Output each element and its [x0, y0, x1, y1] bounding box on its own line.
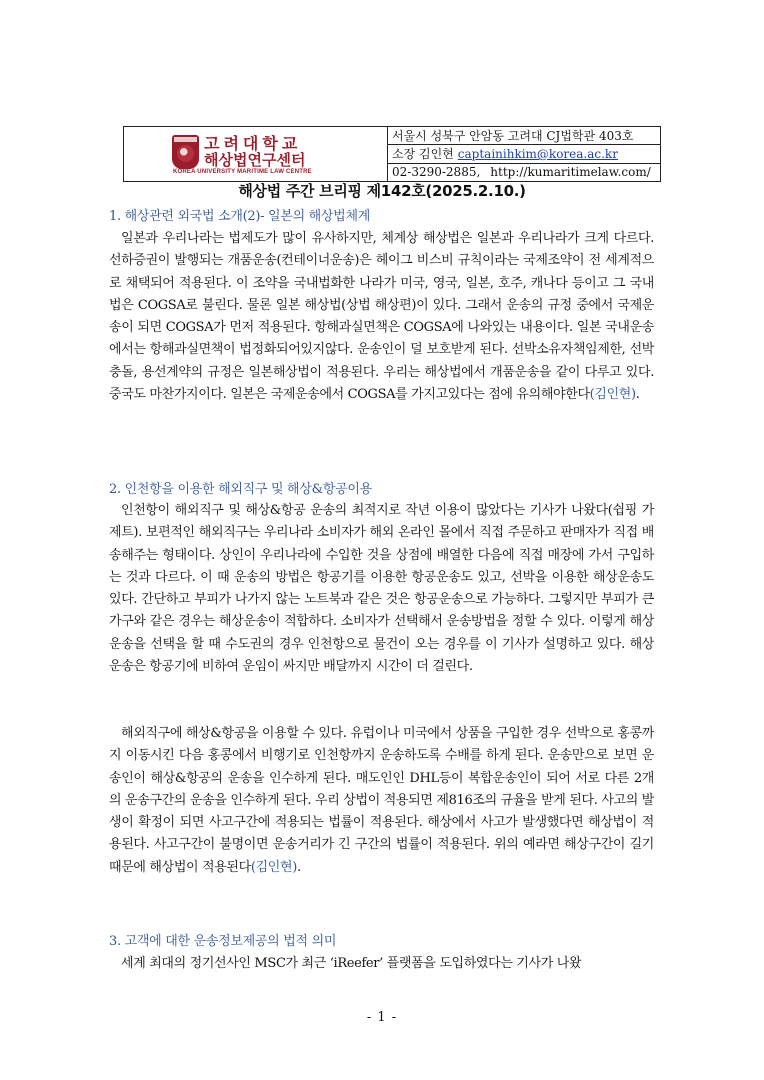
- paragraph-end: .: [296, 859, 301, 875]
- director-line: [388, 145, 660, 163]
- paragraph-text: 해외직구에 해상&항공을 이용할 수 있다. 유럽이나 미국에서 상품을 구입한 경우 선박으로 홍콩까지 이동시킨 다음 홍콩에서 비행기로 인천항까지 운송하도록 수배를 하게 된다. 운송만으로 보면 운송인이 해상&항공의 운송을 인수하게 된다. 매도인인 DHL등이 복합운송인이 되어 서로 다른 2개의 운송구간의 운송을 인수하게 된다. 우리 상법이 적용되면 제816조의 규율을 받게 된다. 사고의 발생이 확정이 되면 사고구간에 적용되는 법률이 적용된다. 해상에서 사고가 발생했다면 해상법이 적용된다. 사고구간이 불명이면 운송거리가 긴 구간의 법률이 적용된다. 위의 예라면 해상구간이 길기 때문에 해상법이 적용된다: [109, 726, 654, 875]
- section-1-heading: 1. 해상관련 외국법 소개(2)- 일본의 해상법체계: [109, 209, 370, 224]
- section-2-paragraph-2: [109, 723, 654, 879]
- contact-cell: [388, 127, 660, 181]
- section-3-paragraph: [109, 953, 654, 975]
- document-title: 해상법 주간 브리핑 제142호(2025.2.10.): [238, 182, 526, 200]
- header-table: [123, 126, 661, 182]
- section-3-heading: 3. 고객에 대한 운송정보제공의 법적 의미: [109, 934, 337, 949]
- paragraph-text: 세계 최대의 정기선사인 MSC가 최근 ‘iReefer’ 플랫폼을 도입하였다는 기사가 나왔: [121, 956, 582, 971]
- director-label: 소장 김인현: [392, 147, 454, 162]
- address-line: [388, 127, 660, 145]
- website-link[interactable]: http://kumaritimelaw.com/: [490, 165, 651, 180]
- paragraph-text: 일본과 우리나라는 법제도가 많이 유사하지만, 체계상 해상법은 일본과 우리나라가 크게 다르다. 선하증권이 발행되는 개품운송(컨테이너운송)은 헤이그 비스비 규칙이라는 국제조약이 전 세계적으로 채택되어 적용된다. 이 조약을 국내법화한 나라가 미국, 영국, 일본, 호주, 캐나다 등이고 그 국내법은 COGSA로 불린다. 물론 일본 해상법(상법 해상편)이 있다. 그래서 운송의 규정 중에서 국제운송이 되면 COGSA가 먼저 적용된다. 항해과실면책은 COGSA에 나와있는 내용이다. 일본 국내운송에서는 항해과실면책이 법정화되어있지않다. 운송인이 덜 보호받게 된다. 선박소유자책임제한, 선박충돌, 용선계약의 규정은 일본해상법이 적용된다. 우리는 해상법에서 개품운송을 같이 다루고 있다. 중국도 마찬가지이다. 일본은 국제운송에서 COGSA를 가지고있다는 점에 유의해야한다: [109, 231, 654, 403]
- section-2-paragraph-1: [109, 500, 654, 678]
- university-emblem-icon: [172, 135, 199, 169]
- phone-web-line: [388, 164, 660, 181]
- author-tag: (김인현): [589, 387, 636, 403]
- page-number: - 1 -: [366, 1010, 398, 1025]
- section-1-paragraph: [109, 228, 654, 406]
- address-text: 서울시 성북구 안암동 고려대 CJ법학관 403호: [392, 129, 634, 144]
- director-email-link[interactable]: captainihkim@korea.ac.kr: [457, 146, 618, 161]
- author-tag: (김인현): [250, 859, 297, 875]
- section-2-heading: 2. 인천항을 이용한 해외직구 및 해상&항공이용: [109, 482, 372, 497]
- paragraph-text: 인천항이 해외직구 및 해상&항공 운송의 최적지로 작년 이용이 많았다는 기사가 나왔다(쉽핑 가제트). 보편적인 해외직구는 우리나라 소비자가 해외 온라인 몰에서 직접 주문하고 판매자가 직접 배송해주는 형태이다. 상인이 우리나라에 수입한 것을 상점에 배열한 다음에 직접 매장에 가서 구입하는 것과 다르다. 이 때 운송의 방법은 항공기를 이용한 항공운송도 있고, 선박을 이용한 해상운송도 있다. 간단하고 부피가 나가지 않는 노트북과 같은 것은 항공운송으로 가능하다. 그렇지만 부피가 큰 가구와 같은 경우는 해상운송이 적합하다. 소비자가 선택해서 운송방법을 정할 수 있다. 이렇게 해상운송을 선택을 할 때 수도권의 경우 인천항으로 물건이 오는 경우를 이 기사가 설명하고 있다. 해상운송은 항공기에 비하여 운임이 싸지만 배달까지 시간이 더 걸린다.: [109, 503, 654, 675]
- paragraph-end: .: [635, 387, 640, 403]
- logo-cell: [124, 127, 388, 181]
- university-name: 고려대학교: [204, 134, 302, 153]
- center-name-english: KOREA UNIVERSITY MARITIME LAW CENTRE: [173, 169, 312, 175]
- phone-number: 02-3290-2885,: [392, 165, 481, 180]
- center-name: 해상법연구센터: [204, 151, 306, 169]
